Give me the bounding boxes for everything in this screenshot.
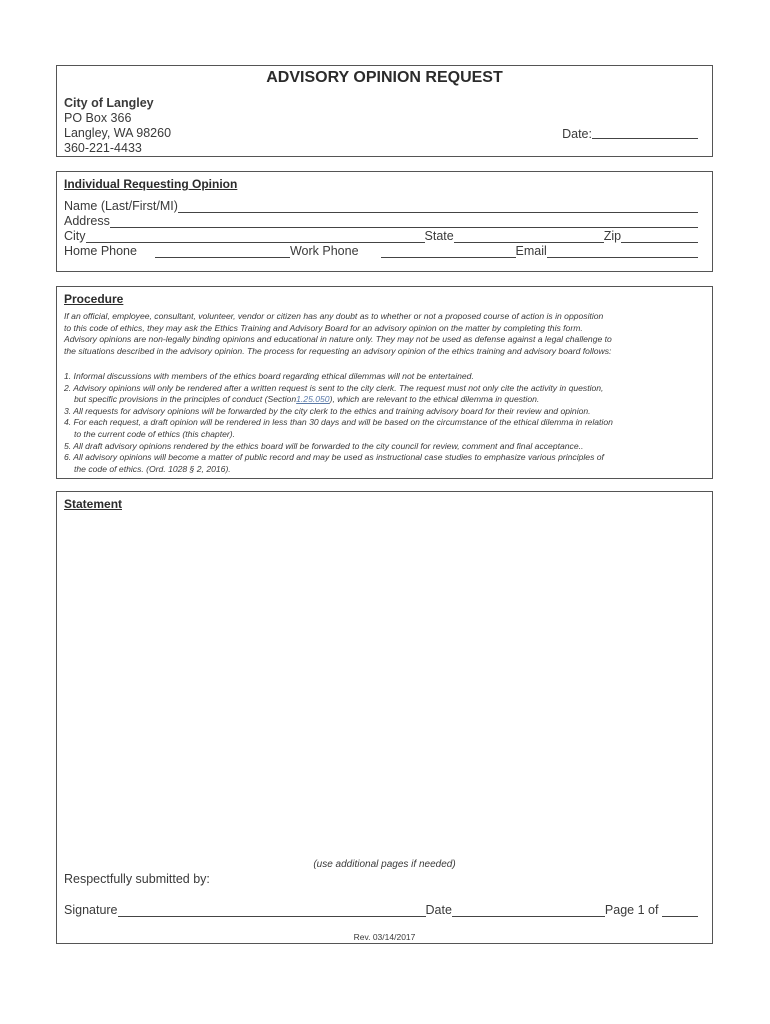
intro-line: to this code of ethics, they may ask the Ethics Training and Advisory Board for an advisory opinion on the matter by completing this form. [64, 322, 583, 333]
date-input-line[interactable] [592, 126, 698, 139]
phone-row [64, 243, 698, 258]
statement-text-area[interactable] [64, 516, 705, 851]
address-input-line[interactable] [110, 215, 698, 228]
page-count-input-line[interactable] [662, 904, 698, 917]
address-line-2: Langley, WA 98260 [64, 126, 172, 140]
state-input-line[interactable] [454, 230, 604, 243]
state-label: State [424, 229, 454, 243]
individual-heading: Individual Requesting Opinion [64, 177, 238, 191]
procedure-heading: Procedure [64, 292, 124, 306]
procedure-item-2: 2. Advisory opinions will only be rendered after a written request is sent to the city clerk. The request must not only cite the activity in question, [64, 382, 604, 393]
org-phone: 360-221-4433 [64, 141, 142, 155]
city-label: City [64, 229, 86, 243]
page-label: Page 1 of [604, 903, 659, 917]
procedure-item-4-cont: to the current code of ethics (this chapter). [74, 428, 235, 439]
signature-date-input-line[interactable] [452, 904, 605, 917]
address-label: Address [64, 214, 110, 228]
individual-box [56, 171, 713, 272]
home-phone-label: Home Phone [64, 244, 137, 258]
intro-line: If an official, employee, consultant, volunteer, vendor or citizen has any doubt as to whether or not a proposed course of action is in opposition [64, 311, 604, 321]
email-input-line[interactable] [547, 245, 698, 258]
name-row [64, 198, 698, 213]
address-row [64, 213, 698, 228]
signature-row [64, 902, 698, 917]
city-input-line[interactable] [86, 230, 425, 243]
statement-box [56, 491, 713, 944]
procedure-item-3: 3. All requests for advisory opinions will be forwarded by the city clerk to the ethics and training advisory board for their review and opinion. [64, 405, 591, 416]
header-box [56, 65, 713, 157]
email-label: Email [515, 244, 547, 258]
address-line-1: PO Box 366 [64, 111, 132, 125]
procedure-item-4: 4. For each request, a draft opinion will be rendered in less than 30 days and will be based on the circumstance of the ethical dilemma in relation [64, 417, 613, 428]
procedure-item-6-cont: the code of ethics. (Ord. 1028 § 2, 2016). [74, 463, 231, 474]
city-row [64, 228, 698, 243]
name-label: Name (Last/First/MI) [64, 199, 178, 213]
signature-input-line[interactable] [118, 904, 426, 917]
statement-heading: Statement [64, 497, 123, 511]
name-input-line[interactable] [178, 200, 698, 213]
procedure-item-2-cont [64, 394, 704, 406]
signature-date-label: Date [425, 903, 452, 917]
procedure-list [64, 371, 704, 475]
procedure-intro [64, 311, 704, 357]
item-2-text: but specific provisions in the principles of conduct (Section [74, 394, 297, 405]
org-name: City of Langley [64, 96, 154, 110]
section-link[interactable]: 1.25.050 [296, 394, 330, 405]
additional-pages-note: (use additional pages if needed) [313, 859, 456, 870]
home-phone-input-line[interactable] [155, 245, 290, 258]
submitted-by-label: Respectfully submitted by: [64, 872, 210, 886]
zip-input-line[interactable] [621, 230, 698, 243]
intro-line: Advisory opinions are non-legally binding opinions and educational in nature only. They may not be used as defense against a legal challenge to [64, 334, 612, 345]
work-phone-input-line[interactable] [381, 245, 516, 258]
signature-label: Signature [64, 903, 118, 917]
procedure-box [56, 286, 713, 479]
form-title: ADVISORY OPINION REQUEST [266, 69, 503, 86]
date-label: Date: [562, 127, 592, 141]
item-2-text-end: ), which are relevant to the ethical dilemma in question. [329, 394, 540, 405]
procedure-item-5: 5. All draft advisory opinions rendered by the ethics board will be forwarded to the city council for review, comment and final acceptance.. [64, 440, 584, 451]
procedure-item-6: 6. All advisory opinions will become a matter of public record and may be used as instructional case studies to emphasize various principles of [64, 452, 604, 463]
zip-label: Zip [603, 229, 622, 243]
intro-line: the situations described in the advisory opinion. The process for requesting an advisory opinion of the ethics training and advisory board follows: [64, 345, 612, 356]
revision-date: Rev. 03/14/2017 [353, 932, 416, 942]
header-date-field[interactable] [562, 126, 698, 141]
procedure-item-1: 1. Informal discussions with members of the ethics board regarding ethical dilemmas will not be entertained. [64, 371, 474, 381]
work-phone-label: Work Phone [289, 244, 359, 258]
